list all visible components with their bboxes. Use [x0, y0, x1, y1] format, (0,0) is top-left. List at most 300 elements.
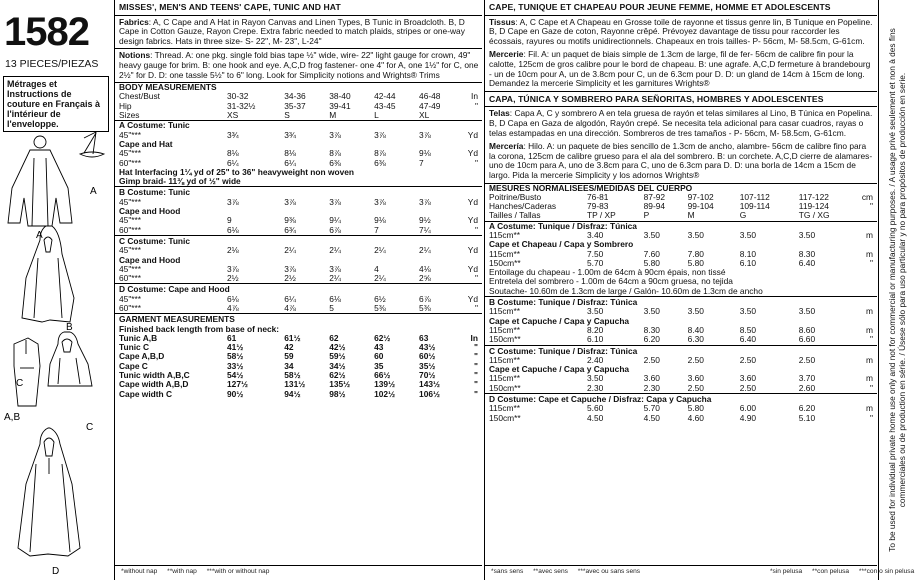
- telas-text: : Capa A, C y sombrero A en tela gruesa de rayón et telas similares al Lino, B Túnica en Popelina. B, D Capa en Gaza de algodón, Rayón crepé. Se necesita tela adicional para casar cuadros, rayas o telas estampadas en una dirección. Sombreros de tres tamaños - P- 56cm, M- 58.5cm, G-61cm.: [489, 108, 873, 138]
- table-row: [485, 384, 877, 394]
- value-cell: 3⅞: [284, 263, 296, 274]
- value-cell: 109-114: [739, 201, 770, 212]
- value-cell: 2.40: [587, 354, 604, 365]
- row-label: Cape width A,B,D: [119, 379, 189, 390]
- costume-section-label: C Costume: Tunique / Disfraz: Túnica: [485, 345, 877, 356]
- value-cell: 62½: [329, 370, 346, 381]
- value-cell: 34½: [329, 360, 346, 371]
- value-cell: 5.80: [687, 403, 704, 414]
- value-cell: 89-94: [643, 201, 666, 212]
- row-label: 60"***: [119, 157, 142, 168]
- pattern-info-column: [0, 0, 112, 580]
- value-cell: 3.50: [687, 229, 704, 240]
- value-cell: 31-32½: [227, 100, 256, 111]
- value-cell: 6¼: [284, 157, 296, 168]
- value-cell: 7: [374, 224, 379, 235]
- french-instructions-note: Métrages et Instructions de couture en Français à l'intérieur de l'enveloppe.: [3, 76, 109, 132]
- row-label: Hip: [119, 100, 132, 111]
- view-a-cape-drawing: [8, 136, 72, 226]
- yardage-sub-label: Cape et Chapeau / Capa y Sombrero: [489, 239, 634, 250]
- table-row: [485, 250, 877, 259]
- value-cell: 6¼: [227, 157, 239, 168]
- value-cell: 5.70: [643, 403, 660, 414]
- row-label: Cape C: [119, 360, 148, 371]
- value-cell: 33½: [227, 360, 244, 371]
- body-measurements-heading: MESURES NORMALISEES/MEDIDAS DEL CUERPO: [489, 182, 693, 193]
- table-row: [485, 221, 877, 231]
- view-label-c-tunic: C: [16, 378, 24, 389]
- value-cell: 43½: [419, 342, 436, 353]
- value-cell: 3.50: [643, 306, 660, 317]
- value-cell: 8.10: [739, 248, 757, 259]
- unit-cell: ": [474, 342, 478, 353]
- table-row: [115, 177, 482, 187]
- value-cell: 9⅛: [419, 148, 431, 159]
- value-cell: 3.40: [587, 229, 604, 240]
- table-row: [485, 345, 877, 356]
- costume-section-label: A Costume: Tunique / Disfraz: Túnica: [489, 220, 637, 231]
- merceria-text: : Hilo. A: un paquete de bies sencillo de 1.3cm de ancho, alambre- 56cm de calibre fino para la corona, 125cm de calibre grueso para el ala del sombrero. B: un corchete. A,C,D cierre de alamares- uno de 10cm para A, uno de 3.8cm para C, uno de 6.3cm para D. D: una borla de 14cm a 15cm de largo. Pida la mercerie Simplicity y los adornos Wrights®: [489, 141, 873, 180]
- unit-cell: ": [474, 379, 478, 390]
- unit-cell: m: [866, 324, 873, 335]
- value-cell: 2¼: [329, 273, 341, 284]
- unit-cell: [462, 111, 482, 121]
- table-row: [485, 335, 877, 345]
- value-cell: 6¾: [284, 224, 296, 235]
- value-cell: 35: [374, 360, 384, 371]
- value-cell: 62: [329, 332, 339, 343]
- unit-cell: ": [870, 412, 873, 423]
- pieces-count: 13 PIECES/PIEZAS: [5, 58, 99, 70]
- merceria-label: Mercería: [489, 141, 524, 152]
- value-cell: 4.50: [587, 412, 604, 423]
- value-cell: 34: [284, 360, 294, 371]
- value-cell: 3⅞: [227, 263, 239, 274]
- value-cell: 8.40: [687, 324, 704, 335]
- value-cell: 5.10: [798, 412, 816, 423]
- view-c-cape-drawing: [48, 332, 92, 386]
- row-label: Tunic C: [119, 342, 150, 353]
- value-cell: 119-124: [798, 201, 829, 212]
- footnote: ***avec ou sans sens: [577, 568, 641, 576]
- tissus-label: Tissus: [489, 16, 516, 27]
- value-cell: 6⅛: [329, 293, 341, 304]
- unit-cell: m: [866, 373, 873, 384]
- table-row: [485, 374, 877, 383]
- value-cell: 2¼: [419, 245, 431, 256]
- unit-cell: ": [474, 360, 478, 371]
- value-cell: 6.10: [739, 257, 757, 268]
- row-label: Cape width C: [119, 388, 173, 399]
- view-label-d: D: [52, 566, 60, 577]
- value-cell: 3⅞: [329, 263, 341, 274]
- row-label: Cape A,B,D: [119, 351, 165, 362]
- row-label: 115cm**: [489, 229, 521, 240]
- value-cell: XL: [417, 111, 462, 121]
- table-row: [485, 287, 877, 297]
- value-cell: 9⅛: [374, 215, 386, 226]
- row-label: Chest/Bust: [119, 91, 160, 102]
- notions-text: : Thread. A: one pkg. single fold bias tape ½" wide, wire- 22" light gauge for crown, 49" heavy gauge for brim. B: one hook and eye. A,C,D frog fastener- one 4" for A, one 1½" for C, one 2½" for D. D: one tassle 5½" to 6" long. Look for Simplicity notions and Wrights® Trims: [119, 50, 479, 80]
- value-cell: 59½: [329, 351, 346, 362]
- value-cell: 3⅞: [227, 196, 239, 207]
- row-label: 45"***: [119, 148, 142, 159]
- row-label: 45"***: [119, 293, 142, 304]
- value-cell: 102½: [374, 388, 396, 399]
- row-label: 45"***: [119, 129, 142, 140]
- value-cell: 2.50: [643, 354, 660, 365]
- footnote: **with nap: [167, 568, 197, 576]
- value-cell: 5.80: [643, 257, 660, 268]
- value-cell: 4⅛: [419, 263, 431, 274]
- value-cell: 6⅜: [329, 157, 341, 168]
- row-label: 115cm**: [489, 248, 521, 259]
- table-row: [485, 365, 877, 374]
- value-cell: 6.00: [739, 403, 757, 414]
- value-cell: M: [327, 111, 372, 121]
- view-label-a-cape: A: [36, 230, 43, 241]
- footnote: ***con o sin pelusa: [858, 568, 915, 576]
- yardage-sub-label: Cape et Capuche / Capa y Capucha: [489, 315, 630, 326]
- value-cell: 76-81: [587, 191, 609, 202]
- view-illustrations: [0, 128, 112, 578]
- value-cell: 143½: [419, 379, 440, 390]
- costume-section-label: D Costume: Cape et Capuche / Disfraz: Capa y Capucha: [485, 394, 877, 405]
- unit-cell: ": [474, 351, 478, 362]
- value-cell: 35½: [419, 360, 436, 371]
- yardage-note: Entretela del sombrero - 1.00m de 64cm a 90cm gruesa, no tejida: [489, 276, 733, 287]
- table-row: [115, 390, 482, 399]
- value-cell: 3¾: [284, 129, 296, 140]
- value-cell: 60½: [419, 351, 436, 362]
- value-cell: 2.30: [587, 382, 604, 393]
- value-cell: 9: [227, 215, 232, 226]
- value-cell: 135½: [329, 379, 351, 390]
- value-cell: TG / XG: [797, 211, 857, 221]
- value-cell: 8.30: [643, 324, 660, 335]
- row-label: Tailles / Tallas: [485, 211, 585, 221]
- row-label: 45"***: [119, 196, 142, 207]
- table-row: [115, 149, 482, 158]
- unit-cell: ": [474, 388, 478, 399]
- value-cell: 3⅞: [284, 196, 296, 207]
- value-cell: 6⅞: [329, 224, 341, 235]
- value-cell: 9¼: [329, 215, 341, 226]
- value-cell: 2.30: [643, 382, 660, 393]
- unit-cell: Yd: [467, 196, 478, 207]
- value-cell: 87-92: [643, 191, 666, 202]
- value-cell: 2½: [227, 273, 239, 284]
- value-cell: 2⅝: [419, 273, 431, 284]
- value-cell: 4⅞: [227, 302, 239, 313]
- value-cell: 61: [227, 332, 237, 343]
- value-cell: 3.50: [739, 229, 757, 240]
- row-label: 150cm**: [489, 257, 521, 268]
- unit-cell: In: [471, 91, 478, 102]
- garment-subheading: Finished back length from base of neck:: [119, 323, 280, 334]
- value-cell: 2¼: [329, 245, 341, 256]
- value-cell: 54½: [227, 370, 244, 381]
- french-measurements-table: [485, 184, 877, 423]
- value-cell: 5.80: [687, 257, 704, 268]
- tissus-paragraph: [485, 16, 877, 49]
- unit-cell: Yd: [467, 215, 478, 226]
- value-cell: 4.50: [643, 412, 660, 423]
- value-cell: 7.80: [687, 248, 704, 259]
- yardage-sub-label: Gimp braid- 11⅜ yd of ½" wide: [119, 176, 241, 187]
- unit-cell: ": [475, 273, 478, 284]
- footnote: *sin pelusa: [769, 568, 803, 576]
- value-cell: 5: [329, 302, 334, 313]
- footnote: **con pelusa: [812, 568, 850, 576]
- value-cell: 2.60: [798, 382, 816, 393]
- footnote: **avec sens: [533, 568, 568, 576]
- row-label: Hanches/Caderas: [489, 201, 557, 212]
- value-cell: S: [282, 111, 327, 121]
- table-row: [115, 226, 482, 236]
- value-cell: 8.50: [739, 324, 757, 335]
- value-cell: 70½: [419, 370, 436, 381]
- value-cell: 4⅞: [284, 302, 296, 313]
- value-cell: 3⅞: [329, 129, 341, 140]
- unit-cell: Yd: [467, 148, 478, 159]
- english-title: MISSES', MEN'S AND TEENS' CAPE, TUNIC AND HAT: [115, 0, 482, 16]
- value-cell: 5⅜: [419, 302, 431, 313]
- value-cell: 6.60: [798, 334, 816, 345]
- row-label: Tunic width A,B,C: [119, 370, 190, 381]
- english-footnotes: [121, 567, 277, 577]
- pattern-number: 1582: [4, 10, 89, 54]
- footnote: *without nap: [121, 568, 158, 576]
- value-cell: 2½: [284, 273, 296, 284]
- row-label: 115cm**: [489, 306, 521, 317]
- value-cell: 94½: [284, 388, 301, 399]
- unit-cell: ": [870, 201, 873, 212]
- view-c-tunic-drawing: [14, 338, 40, 406]
- row-label: 115cm**: [489, 373, 521, 384]
- unit-cell: ": [870, 382, 873, 393]
- value-cell: 3⅞: [419, 129, 431, 140]
- value-cell: 117-122: [798, 191, 829, 202]
- value-cell: 79-83: [587, 201, 609, 212]
- french-footnotes: [491, 567, 915, 577]
- french-title: CAPE, TUNIQUE ET CHAPEAU POUR JEUNE FEMME, HOMME ET ADOLESCENTS: [485, 0, 877, 16]
- value-cell: 3.70: [798, 373, 816, 384]
- unit-cell: cm: [861, 191, 873, 202]
- value-cell: 8⅛: [284, 148, 296, 159]
- fabrics-label: Fabrics: [119, 16, 149, 27]
- view-label-a-b: A,B: [4, 412, 21, 423]
- row-label: 60"***: [119, 302, 142, 313]
- table-row: [485, 414, 877, 423]
- value-cell: 106½: [419, 388, 440, 399]
- mercerie-paragraph: [485, 48, 877, 90]
- value-cell: 47-49: [419, 100, 441, 111]
- yardage-sub-label: Cape and Hood: [119, 254, 181, 265]
- value-cell: 3⅞: [329, 196, 341, 207]
- value-cell: 59: [284, 351, 294, 362]
- table-row: [485, 240, 877, 249]
- spanish-title: CAPA, TÚNICA Y SOMBRERO PARA SEÑORITAS, HOMBRES Y ADOLESCENTES: [485, 91, 877, 108]
- value-cell: M: [686, 211, 738, 221]
- value-cell: 131½: [284, 379, 306, 390]
- value-cell: 58½: [227, 351, 244, 362]
- value-cell: 8.60: [798, 324, 816, 335]
- fabrics-text: : A, C Cape and A Hat in Rayon Canvas and Linen Types, B Tunic in Broadcloth. B, D Cape in Cotton Gauze, Rayon Crepe. Extra fabric needed to match plaids, stripes or one-way design fabrics. Hats in three size- S- 22", M- 23", L-24": [119, 16, 465, 46]
- value-cell: 4.90: [739, 412, 757, 423]
- value-cell: 58½: [284, 370, 301, 381]
- value-cell: 3.60: [643, 373, 660, 384]
- telas-paragraph: [485, 107, 877, 140]
- body-measurements-heading: BODY MEASUREMENTS: [119, 82, 217, 93]
- value-cell: 61½: [284, 332, 301, 343]
- view-b-cape-drawing: [22, 226, 74, 322]
- value-cell: 3.60: [739, 373, 757, 384]
- value-cell: 3⅞: [419, 196, 431, 207]
- value-cell: 5⅜: [374, 302, 386, 313]
- value-cell: 39-41: [329, 100, 351, 111]
- value-cell: 35-37: [284, 100, 306, 111]
- value-cell: 98½: [329, 388, 346, 399]
- table-row: [485, 297, 877, 308]
- value-cell: 43-45: [374, 100, 396, 111]
- value-cell: 38-40: [329, 91, 351, 102]
- row-label: 115cm**: [489, 324, 521, 335]
- value-cell: 6½: [374, 293, 386, 304]
- value-cell: 3.50: [587, 373, 604, 384]
- value-cell: 2.50: [739, 382, 757, 393]
- value-cell: G: [738, 211, 797, 221]
- row-label: 60"***: [119, 273, 142, 284]
- unit-cell: ": [474, 370, 478, 381]
- mercerie-text: : Fil. A: un paquet de biais simple de 1.3cm de large, fil de fer- 56cm de calibre fin pour la calotte, 125cm de gros calibre pour le bord de chapeau. B: une agrafe. A,C,D fermeture à brandebourg - un de 10cm pour A, un de 3.8cm pour C, un de 6.3cm pour D. D: un gland de 14cm à 15cm de long. Demandez la mercerie Simplicity et les garnitures Wrights®: [489, 49, 871, 89]
- view-label-a-hat: A: [90, 186, 97, 197]
- row-label: 115cm**: [489, 403, 521, 414]
- telas-label: Telas: [489, 108, 510, 119]
- usage-disclaimer-text: To be used for individual private home use only and not for commercial or manufacturing purposes. / A usage privé seulement et non à des fins commerciales ou de production en série. / Úsese sólo para uso particular y no para propósitos de producción en serie.: [887, 28, 907, 552]
- value-cell: 107-112: [739, 191, 770, 202]
- costume-section-label: B Costume: Tunic: [115, 187, 482, 198]
- value-cell: 6⅛: [227, 293, 239, 304]
- table-row: [485, 211, 877, 221]
- unit-cell: m: [866, 403, 873, 414]
- value-cell: TP / XP: [585, 211, 642, 221]
- merceria-paragraph: [485, 140, 877, 182]
- value-cell: 6.20: [798, 403, 816, 414]
- table-row: [115, 274, 482, 284]
- row-label: 45"***: [119, 215, 142, 226]
- value-cell: 90½: [227, 388, 244, 399]
- row-label: Tunic A,B: [119, 332, 158, 343]
- value-cell: 7: [419, 157, 424, 168]
- value-cell: 3.50: [687, 306, 704, 317]
- value-cell: 99-104: [687, 201, 714, 212]
- value-cell: 2.50: [687, 382, 704, 393]
- costume-section-label: D Costume: Cape and Hood: [115, 284, 482, 295]
- value-cell: 127½: [227, 379, 248, 390]
- yardage-sub-label: Cape and Hat: [119, 138, 173, 149]
- value-cell: 3⅞: [374, 129, 386, 140]
- unit-cell: In: [470, 332, 478, 343]
- unit-cell: [857, 211, 877, 221]
- value-cell: 2⅛: [227, 245, 239, 256]
- value-cell: 7.60: [643, 248, 660, 259]
- view-label-b: B: [66, 322, 73, 333]
- value-cell: 6.40: [739, 334, 757, 345]
- row-label: 150cm**: [489, 334, 521, 345]
- row-label: 60"***: [119, 224, 142, 235]
- unit-cell: ": [475, 224, 478, 235]
- value-cell: 5.70: [587, 257, 604, 268]
- value-cell: 9⅜: [284, 215, 296, 226]
- value-cell: 4: [374, 263, 379, 274]
- value-cell: 8⅞: [329, 148, 341, 159]
- value-cell: 46-48: [419, 91, 441, 102]
- value-cell: 8⅛: [227, 148, 239, 159]
- row-label: 45"***: [119, 263, 142, 274]
- value-cell: 6⅞: [419, 293, 431, 304]
- value-cell: 8.30: [798, 248, 816, 259]
- yardage-sub-label: Cape et Capuche / Capa y Capucha: [489, 364, 630, 375]
- table-row: [485, 326, 877, 335]
- view-a-hat-drawing: [80, 132, 104, 157]
- unit-cell: m: [866, 248, 873, 259]
- usage-disclaimer: [878, 0, 915, 580]
- value-cell: 63: [419, 332, 429, 343]
- value-cell: 3.50: [739, 306, 757, 317]
- footnote: ***with or without nap: [206, 568, 270, 576]
- value-cell: 3⅞: [374, 196, 386, 207]
- value-cell: 8.20: [587, 324, 604, 335]
- mercerie-label: Mercerie: [489, 49, 524, 60]
- value-cell: 2.50: [687, 354, 704, 365]
- costume-section-label: C Costume: Tunic: [115, 235, 482, 246]
- value-cell: 41½: [227, 342, 244, 353]
- row-label: 150cm**: [489, 382, 521, 393]
- value-cell: 7¼: [419, 224, 431, 235]
- value-cell: 6⅛: [227, 224, 239, 235]
- unit-cell: m: [866, 354, 873, 365]
- table-row: [485, 317, 877, 326]
- row-label: 150cm**: [489, 412, 521, 423]
- value-cell: L: [372, 111, 417, 121]
- unit-cell: Yd: [467, 245, 478, 256]
- value-cell: 30-32: [227, 91, 249, 102]
- english-panel: [114, 0, 482, 580]
- fabrics-paragraph: [115, 16, 482, 49]
- view-line-drawings: [0, 128, 112, 578]
- value-cell: 6⅜: [374, 157, 386, 168]
- value-cell: 3.50: [798, 306, 816, 317]
- unit-cell: ": [475, 157, 478, 168]
- value-cell: 6.20: [643, 334, 660, 345]
- yardage-note: Soutache- 10.60m de 1.3cm de large / Galón- 10.60m de 1.3cm de ancho: [489, 285, 763, 296]
- value-cell: 66½: [374, 370, 391, 381]
- value-cell: 42-44: [374, 91, 396, 102]
- unit-cell: m: [866, 306, 873, 317]
- unit-cell: Yd: [467, 129, 478, 140]
- unit-cell: ": [870, 334, 873, 345]
- value-cell: 7.50: [587, 248, 604, 259]
- value-cell: XS: [225, 111, 282, 121]
- value-cell: 3.50: [587, 306, 604, 317]
- value-cell: 2.50: [739, 354, 757, 365]
- value-cell: 6.30: [687, 334, 704, 345]
- value-cell: 3.50: [643, 229, 660, 240]
- value-cell: 9½: [419, 215, 431, 226]
- row-label: Sizes: [115, 111, 225, 121]
- value-cell: 2¼: [374, 273, 386, 284]
